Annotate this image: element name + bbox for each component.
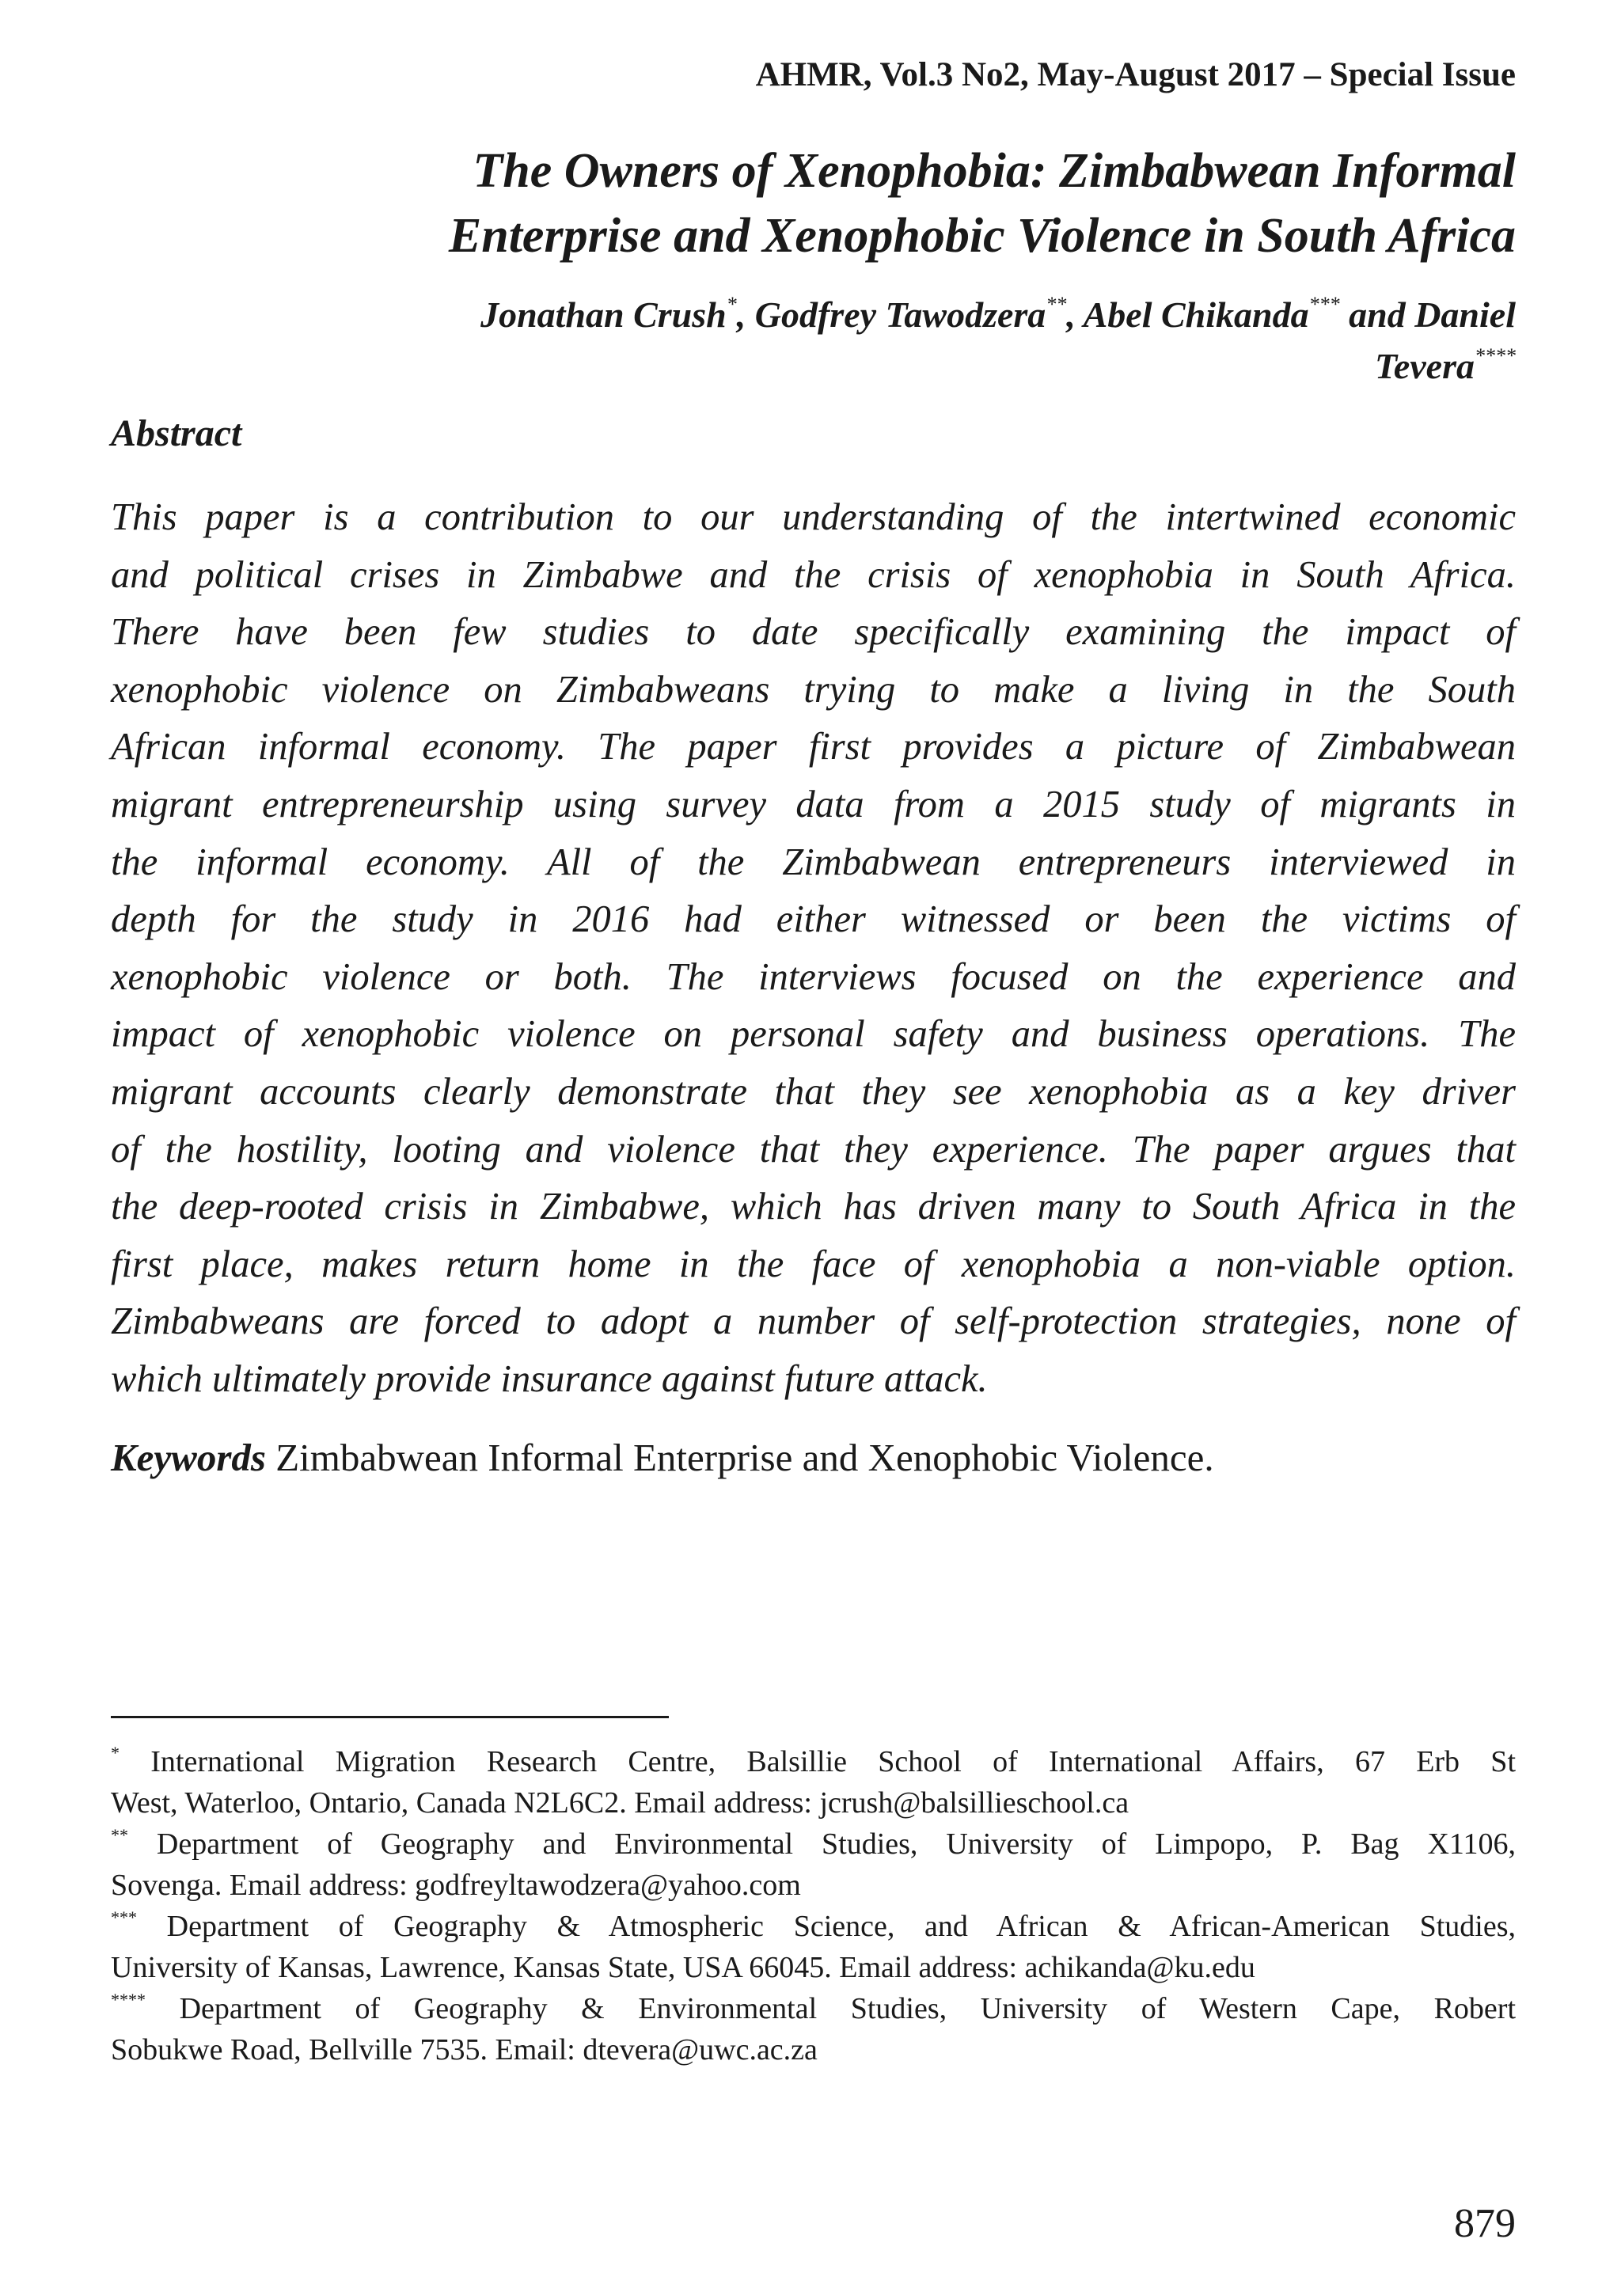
author-tawodzera: Godfrey Tawodzera bbox=[754, 294, 1046, 335]
footnote-mark: **** bbox=[111, 1990, 146, 2009]
title-line-1: The Owners of Xenophobia: Zimbabwean Informal bbox=[473, 144, 1516, 198]
abstract-line: which ultimately provide insurance against future attack. bbox=[111, 1357, 988, 1400]
abstract-line: impact of xenophobic violence on personal safety and business operations. The bbox=[111, 1013, 1516, 1056]
footnote-mark: *** bbox=[111, 1907, 137, 1927]
footnote-line bbox=[111, 1906, 1516, 1947]
abstract-line: There have been few studies to date specifically examining the impact of bbox=[111, 611, 1516, 654]
footnote-line: Sovenga. Email address: godfreyltawodzera@yahoo.com bbox=[111, 1869, 801, 1902]
author-crush: Jonathan Crush bbox=[480, 294, 727, 335]
title-line-2: Enterprise and Xenophobic Violence in South Africa bbox=[448, 209, 1516, 263]
abstract-line: of the hostility, looting and violence that they experience. The paper argues that bbox=[111, 1128, 1516, 1171]
abstract-line: migrant entrepreneurship using survey data from a 2015 study of migrants in bbox=[111, 783, 1516, 825]
abstract-line: first place, makes return home in the face of xenophobia a non-viable option. bbox=[111, 1243, 1516, 1285]
footnote-text: Department of Geography & Atmospheric Science, and African & African-American Studies, bbox=[137, 1910, 1516, 1943]
footnote-line bbox=[111, 1741, 1516, 1782]
footnote-line bbox=[111, 1988, 1516, 2029]
page-number: 879 bbox=[1454, 2201, 1516, 2246]
running-head: AHMR, Vol.3 No2, May-August 2017 – Special Issue bbox=[755, 56, 1516, 93]
paper-page bbox=[111, 0, 1516, 2296]
abstract-line: the informal economy. All of the Zimbabwean entrepreneurs interviewed in bbox=[111, 841, 1516, 883]
abstract-line: xenophobic violence on Zimbabweans trying to make a living in the South bbox=[111, 668, 1516, 711]
footnote-line bbox=[111, 1824, 1516, 1865]
paper-title bbox=[111, 139, 1516, 268]
author-line-1 bbox=[111, 289, 1516, 340]
author-tevera-mark: **** bbox=[1475, 344, 1516, 367]
abstract-line: the deep-rooted crisis in Zimbabwe, which has driven many to South Africa in the bbox=[111, 1186, 1516, 1228]
author-list bbox=[111, 289, 1516, 392]
footnote-divider bbox=[111, 1716, 669, 1718]
footnote-line: University of Kansas, Lawrence, Kansas State, USA 66045. Email address: achikanda@ku.edu bbox=[111, 1951, 1255, 1984]
footnote-text: International Migration Research Centre, Balsillie School of International Affairs, 67 Erb St bbox=[120, 1745, 1516, 1778]
footnote-line: Sobukwe Road, Bellville 7535. Email: dtevera@uwc.ac.za bbox=[111, 2033, 818, 2066]
author-crush-mark: * bbox=[726, 293, 737, 316]
abstract-line: migrant accounts clearly demonstrate that they see xenophobia as a key driver bbox=[111, 1070, 1516, 1113]
footnote-mark: ** bbox=[111, 1825, 128, 1845]
author-separator: , bbox=[736, 294, 755, 335]
keywords bbox=[111, 1435, 1214, 1480]
author-chikanda: Abel Chikanda bbox=[1083, 294, 1309, 335]
author-tawodzera-mark: ** bbox=[1046, 293, 1067, 316]
footnote-text: Department of Geography & Environmental Studies, University of Western Cape, Robert bbox=[146, 1992, 1516, 2025]
abstract-heading: Abstract bbox=[111, 412, 242, 454]
abstract-line: Zimbabweans are forced to adopt a number of self-protection strategies, none of bbox=[111, 1300, 1516, 1343]
footnote-line: West, Waterloo, Ontario, Canada N2L6C2. Email address: jcrush@balsillieschool.ca bbox=[111, 1786, 1129, 1820]
author-separator: and Daniel bbox=[1339, 294, 1516, 335]
abstract-body bbox=[111, 489, 1516, 1409]
footnote-text: Department of Geography and Environmental Studies, University of Limpopo, P. Bag X1106, bbox=[128, 1827, 1516, 1861]
abstract-line: xenophobic violence or both. The interviews focused on the experience and bbox=[111, 955, 1516, 998]
footnotes bbox=[111, 1741, 1516, 2070]
author-chikanda-mark: *** bbox=[1308, 293, 1340, 316]
abstract-line: and political crises in Zimbabwe and the crisis of xenophobia in South Africa. bbox=[111, 553, 1516, 596]
keywords-label: Keywords bbox=[111, 1436, 266, 1479]
author-separator: , bbox=[1066, 294, 1084, 335]
abstract-line: African informal economy. The paper first provides a picture of Zimbabwean bbox=[111, 726, 1516, 768]
abstract-line: depth for the study in 2016 had either witnessed or been the victims of bbox=[111, 898, 1516, 941]
abstract-line: This paper is a contribution to our understanding of the intertwined economic bbox=[111, 496, 1516, 538]
footnote-mark: * bbox=[111, 1743, 120, 1763]
keywords-text: Zimbabwean Informal Enterprise and Xenophobic Violence. bbox=[266, 1436, 1214, 1479]
author-tevera: Tevera bbox=[1374, 346, 1475, 386]
author-line-2 bbox=[111, 340, 1516, 392]
